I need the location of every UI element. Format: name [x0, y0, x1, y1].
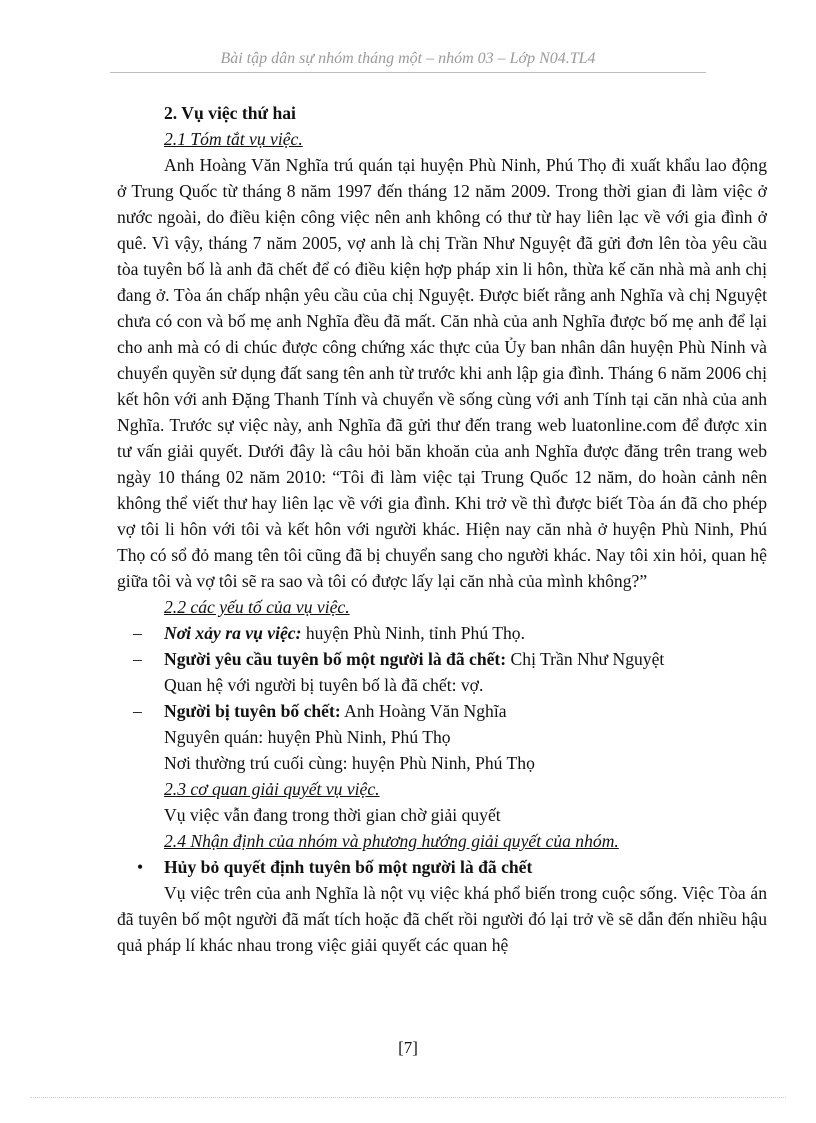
- summary-paragraph: Anh Hoàng Văn Nghĩa trú quán tại huyện Phù Ninh, Phú Thọ đi xuất khẩu lao động ở Trung Quốc từ tháng 8 năm 1997 đến tháng 12 năm 2009. Trong thời gian đi làm việc ở nước ngoài, do điều kiện công việc nên anh không có thư từ hay liên lạc về với gia đình ở quê. Vì vậy, tháng 7 năm 2005, vợ anh là chị Trần Như Nguyệt đã gửi đơn lên tòa yêu cầu tòa tuyên bố là anh đã chết để có điều kiện hợp pháp xin li hôn, thừa kế căn nhà mà anh chị đang ở. Tòa án chấp nhận yêu cầu của chị Nguyệt. Được biết rằng anh Nghĩa và chị Nguyệt chưa có con và bố mẹ anh Nghĩa đều đã mất. Căn nhà của anh Nghĩa được bố mẹ anh để lại cho anh mà có di chúc được công chứng xác thực của Ủy ban nhân dân huyện Phù Ninh và chuyển quyền sử dụng đất sang tên anh từ trước khi anh lập gia đình. Tháng 6 năm 2006 chị kết hôn với anh Đặng Thanh Tính và chuyển về sống cùng với anh Tính tại căn nhà của anh Nghĩa. Trước sự việc này, anh Nghĩa đã gửi thư đến trang web luatonline.com để được xin tư vấn giải quyết. Dưới đây là câu hỏi băn khoăn của anh Nghĩa được đăng trên trang web ngày 10 tháng 02 năm 2010: “Tôi đi làm việc tại Trung Quốc 12 năm, do hoàn cảnh nên không thể viết thư hay liên lạc về với gia đình. Khi trở về thì được biết Tòa án đã cho phép vợ tôi li hôn với tôi và kết hôn với người khác. Hiện nay căn nhà ở huyện Phù Ninh, Phú Thọ có sổ đỏ mang tên tôi cũng đã bị chuyển sang cho người khác. Nay tôi xin hỏi, quan hệ giữa tôi và vợ tôi sẽ ra sao và tôi có được lấy lại căn nhà của mình không?”: [117, 155, 767, 591]
- elements-title: 2.2 các yếu tố của vụ việc.: [164, 597, 350, 617]
- authority-text: Vụ việc vẫn đang trong thời gian chờ giải quyết: [164, 805, 501, 825]
- place-value: huyện Phù Ninh, tỉnh Phú Thọ.: [301, 623, 525, 643]
- residence-line: Nơi thường trú cuối cùng: huyện Phù Ninh, Phú Thọ: [164, 753, 535, 773]
- origin-line: Nguyên quán: huyện Phù Ninh, Phú Thọ: [164, 727, 451, 747]
- declared-label: Người bị tuyên bố chết:: [164, 701, 341, 721]
- declared-item: [117, 698, 767, 724]
- place-item: [117, 620, 767, 646]
- assessment-paragraph: Vụ việc trên của anh Nghĩa là nột vụ việc khá phổ biến trong cuộc sống. Việc Tòa án đã tuyên bố một người đã mất tích hoặc đã chết rồi người đó lại trở về sẽ dẫn đến nhiều hậu quả pháp lí khác nhau trong việc giải quyết các quan hệ: [117, 883, 767, 955]
- document-body: [117, 100, 767, 958]
- requester-value: Chị Trần Như Nguyệt: [506, 649, 665, 669]
- declared-value: Anh Hoàng Văn Nghĩa: [340, 701, 507, 721]
- requester-item: [117, 646, 767, 672]
- page-bottom-divider: [30, 1097, 786, 1098]
- requester-label: Người yêu cầu tuyên bố một người là đã chết:: [164, 649, 507, 669]
- page-header: Bài tập dân sự nhóm tháng một – nhóm 03 – Lớp N04.TL4: [110, 50, 706, 73]
- assessment-title: 2.4 Nhận định của nhóm và phương hướng giải quyết của nhóm.: [164, 831, 619, 851]
- section-title: 2. Vụ việc thứ hai: [164, 103, 296, 123]
- authority-title: 2.3 cơ quan giải quyết vụ việc.: [164, 779, 380, 799]
- place-label: Nơi xảy ra vụ việc:: [164, 623, 302, 643]
- assessment-bullet: • Hủy bỏ quyết định tuyên bố một người là đã chết: [117, 854, 767, 880]
- page-number: [7]: [398, 1038, 418, 1057]
- relation-line: Quan hệ với người bị tuyên bố là đã chết: vợ.: [164, 675, 484, 695]
- summary-title: 2.1 Tóm tắt vụ việc.: [164, 129, 303, 149]
